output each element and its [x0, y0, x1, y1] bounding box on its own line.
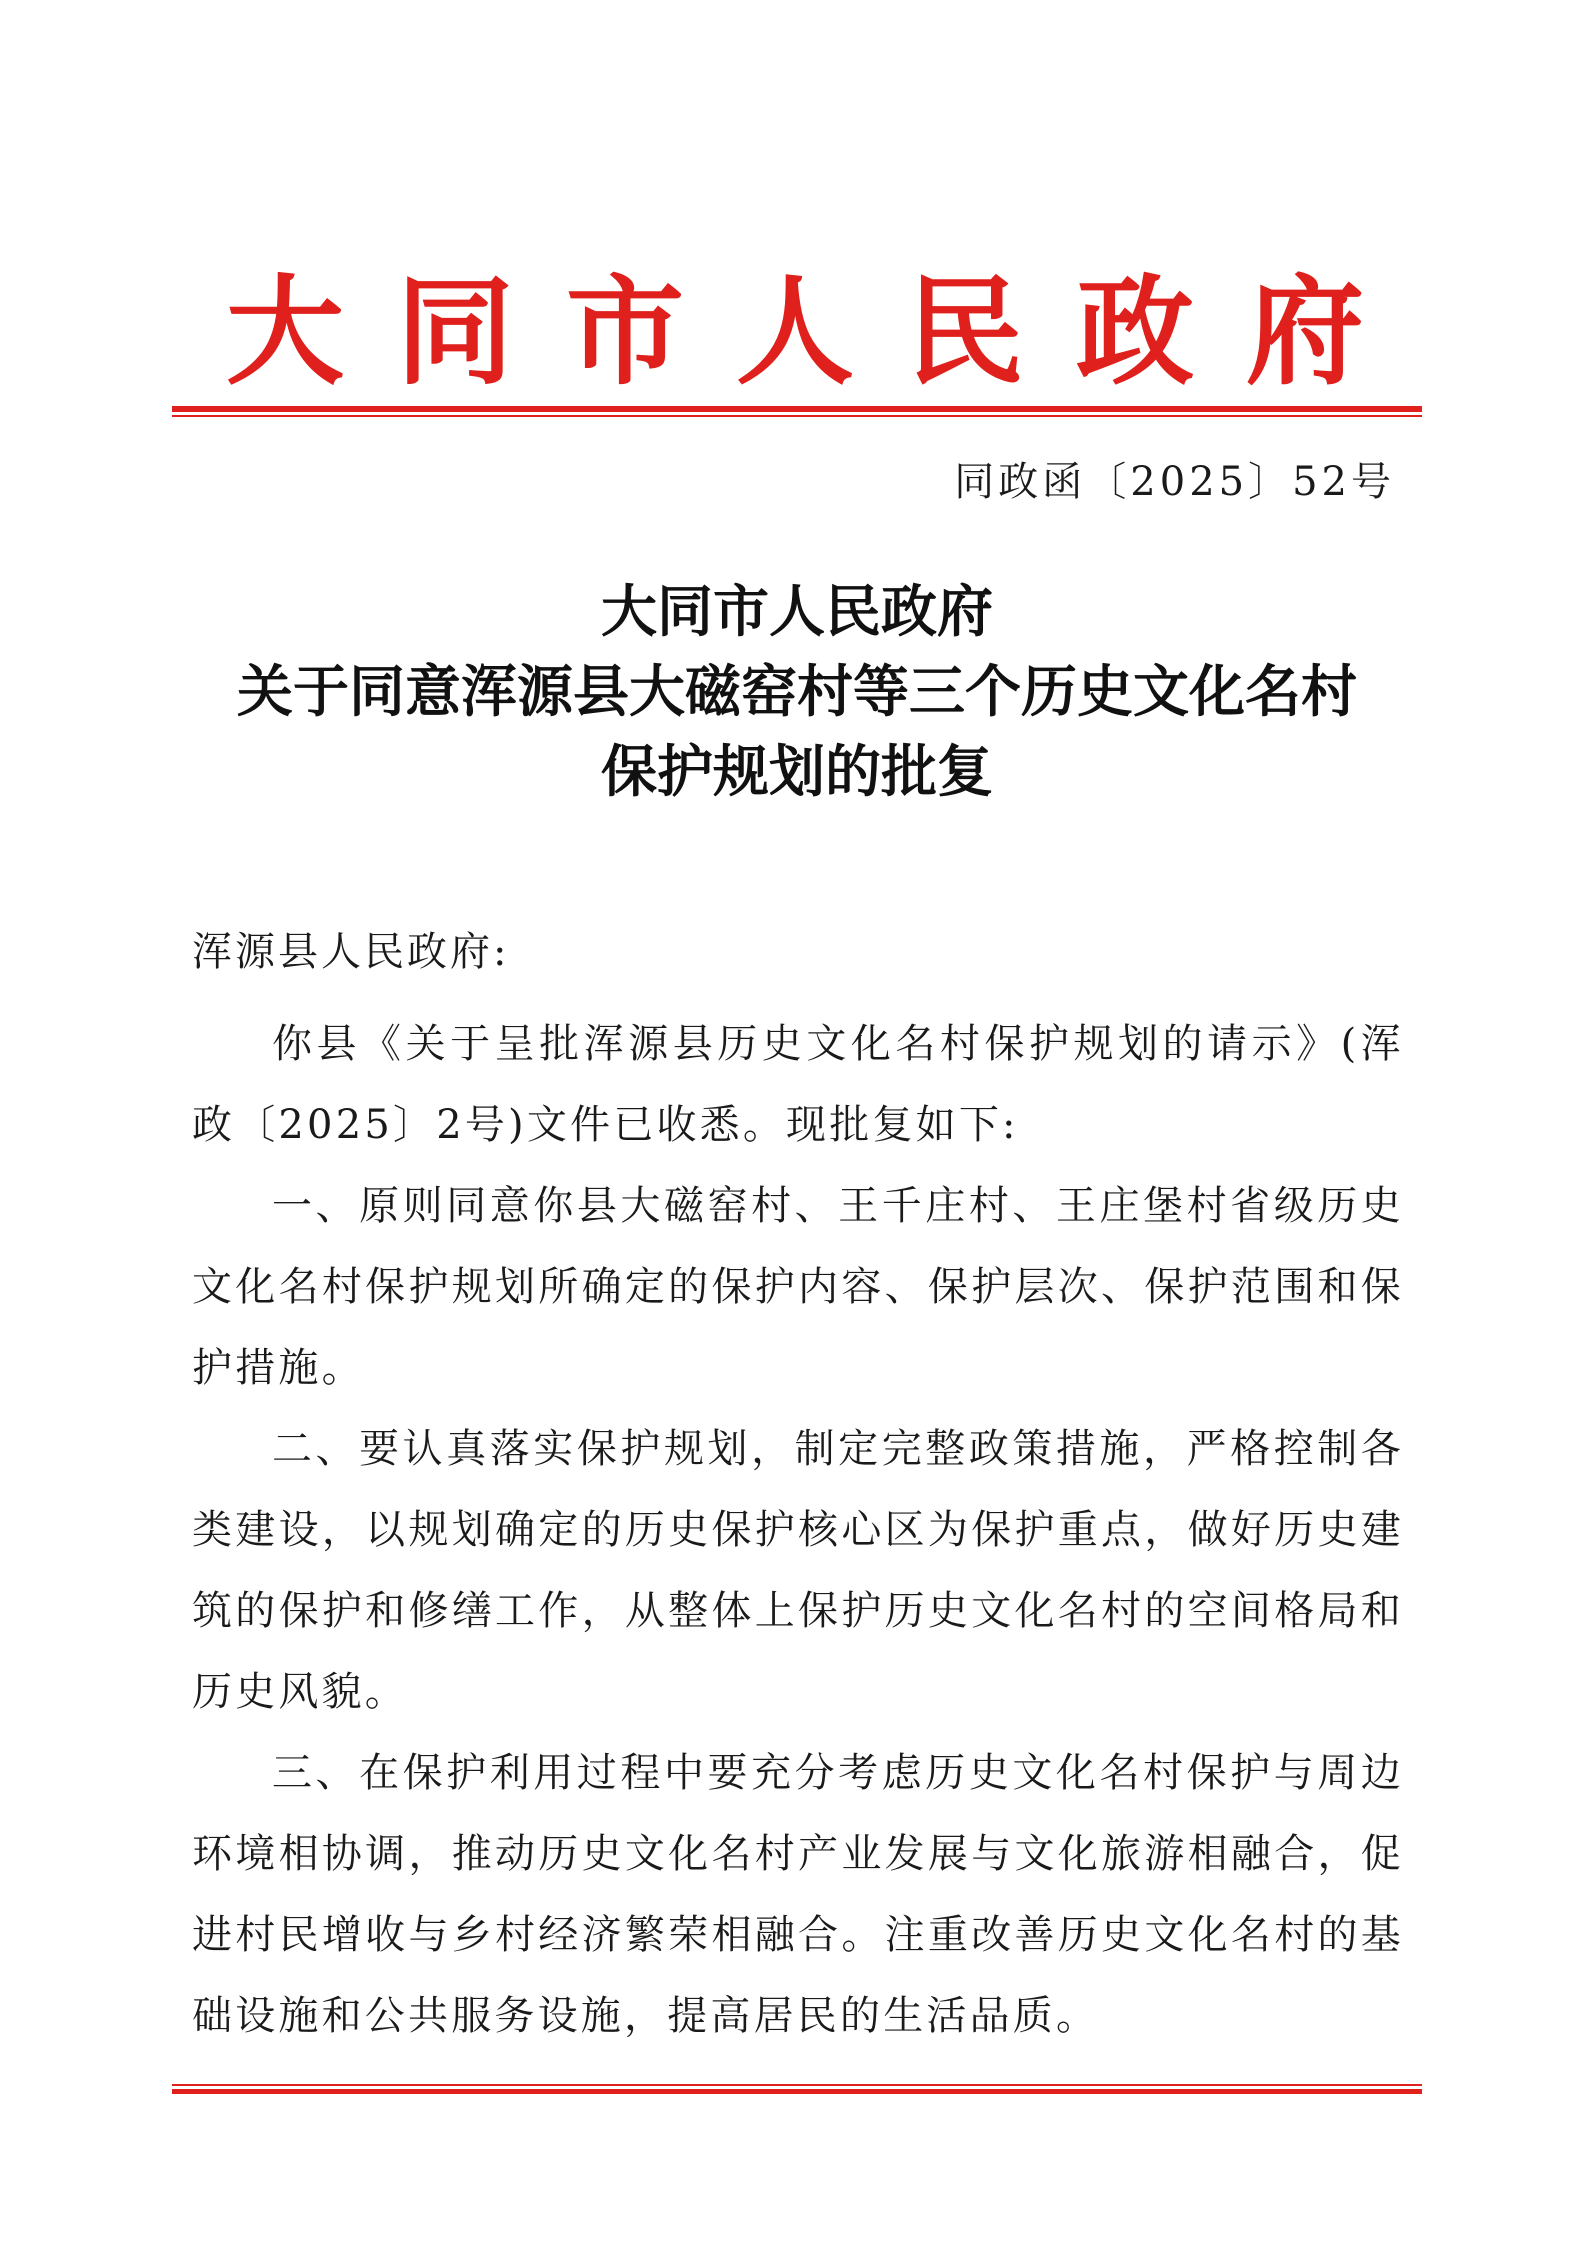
title-line-3: 保护规划的批复 [601, 739, 993, 805]
body-paragraph-1: 你县《关于呈批浑源县历史文化名村保护规划的请示》(浑政〔2025〕2号)文件已收悉。现批复如下: [192, 1021, 1404, 1148]
title-line-1: 大同市人民政府 [601, 579, 993, 645]
body-paragraph-3: 二、要认真落实保护规划，制定完整政策措施，严格控制各类建设，以规划确定的历史保护核心区为保护重点，做好历史建筑的保护和修缮工作，从整体上保护历史文化名村的空间格局和历史风貌。 [192, 1426, 1404, 1715]
issuer-masthead: 大同市人民政府 [225, 262, 1416, 401]
body-paragraph-2: 一、原则同意你县大磁窑村、王千庄村、王庄堡村省级历史文化名村保护规划所确定的保护内容、保护层次、保护范围和保护措施。 [192, 1183, 1404, 1391]
document-body [192, 1004, 1404, 2057]
masthead-rule-thin [172, 415, 1422, 417]
footer-rule-thick [172, 2089, 1422, 2094]
body-paragraph-4: 三、在保护利用过程中要充分考虑历史文化名村保护与周边环境相协调，推动历史文化名村产业发展与文化旅游相融合，促进村民增收与乡村经济繁荣相融合。注重改善历史文化名村的基础设施和公共服务设施，提高居民的生活品质。 [192, 1750, 1404, 2039]
document-number: 同政函〔2025〕52号 [954, 459, 1395, 505]
title-line-2: 关于同意浑源县大磁窑村等三个历史文化名村 [237, 659, 1357, 725]
masthead-rule-thick [172, 406, 1422, 412]
footer-rule-thin [172, 2084, 1422, 2086]
addressee: 浑源县人民政府: [192, 929, 510, 975]
document-title [172, 572, 1422, 812]
